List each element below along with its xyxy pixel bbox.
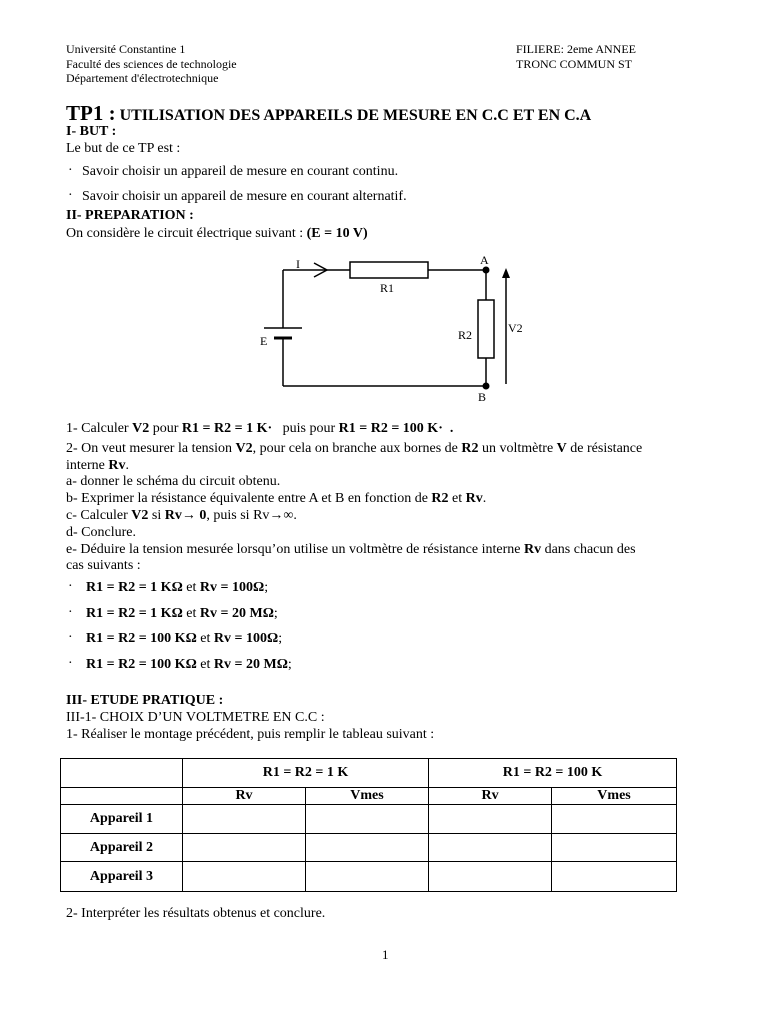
header-faculty: Faculté des sciences de technologie (66, 56, 237, 71)
case-1-end: ; (264, 580, 269, 595)
table-col-rv-2: Rv (429, 788, 552, 805)
case-2 (86, 606, 278, 622)
but-intro: Le but de ce TP est : (66, 141, 181, 156)
case-1-and: et (182, 580, 200, 595)
case-3-r: R1 = R2 = 100 KΩ (86, 631, 197, 646)
label-r1: R1 (380, 281, 395, 295)
table-row (61, 805, 677, 834)
q2-bold-2: R2 (461, 441, 479, 456)
table-col-vmes-2: Vmes (552, 788, 677, 805)
question-1 (66, 421, 453, 437)
case-1 (86, 580, 268, 596)
page-title (66, 101, 591, 126)
table-cell (552, 805, 677, 834)
bullet-mark: · (68, 188, 73, 203)
case-3-rv: Rv = 100Ω (213, 631, 279, 646)
table-row (61, 862, 677, 892)
table-cell (429, 862, 552, 892)
page-number: 1 (382, 947, 389, 962)
q2b-text-1: interne (66, 458, 109, 473)
case-4-and: et (196, 657, 214, 672)
qe-text-1: e- Déduire la tension mesurée lorsqu’on utilise un voltmètre de résistance interne (66, 542, 524, 557)
q1-bold-1: V2 (132, 421, 150, 436)
q2b-text-2: . (125, 458, 129, 473)
qc-bold-1: V2 (131, 508, 149, 523)
q1-bold-3: R1 = R2 = 100 K· . (338, 421, 454, 436)
circuit-diagram (250, 250, 530, 405)
table-cell (183, 805, 306, 834)
resistor-r1 (350, 262, 428, 278)
node-b-dot (483, 383, 490, 390)
table-group-1: R1 = R2 = 1 K (183, 759, 429, 788)
label-current: I (296, 257, 300, 271)
bullet-mark: · (68, 656, 73, 671)
case-2-r: R1 = R2 = 1 KΩ (86, 606, 183, 621)
table-group-2: R1 = R2 = 100 K (429, 759, 677, 788)
question-d: d- Conclure. (66, 525, 136, 540)
label-node-b: B (478, 390, 487, 404)
q2-bold-3: V (556, 441, 567, 456)
q1-text-3: puis pour (272, 421, 339, 436)
title-tp: TP1 : (66, 101, 116, 125)
bullet-mark: · (68, 163, 73, 178)
label-source: E (260, 334, 268, 348)
qc-text-1: c- Calculer (66, 508, 132, 523)
case-1-rv: Rv = 100Ω (199, 580, 265, 595)
table-cell (183, 862, 306, 892)
case-1-r: R1 = R2 = 1 KΩ (86, 580, 183, 595)
preparation-intro-text: On considère le circuit électrique suivant : (66, 226, 307, 241)
table-row (61, 834, 677, 862)
qc-text-2: si (148, 508, 165, 523)
qb-text-3: . (482, 491, 487, 506)
question-b (66, 491, 486, 507)
q2-text-1: 2- On veut mesurer la tension (66, 441, 236, 456)
case-4-rv: Rv = 20 MΩ (213, 657, 288, 672)
section-but-heading: I- BUT : (66, 124, 117, 139)
qc-text-3: → (181, 508, 200, 523)
question-c (66, 508, 297, 524)
header-right (516, 42, 636, 71)
table-row-label: Appareil 3 (61, 862, 183, 892)
qe-bold-1: Rv (523, 542, 542, 557)
etude-conclusion: 2- Interpréter les résultats obtenus et conclure. (66, 906, 326, 921)
bullet-mark: · (68, 579, 73, 594)
header-university: Université Constantine 1 (66, 42, 186, 56)
case-3 (86, 631, 282, 647)
qb-bold-1: R2 (431, 491, 449, 506)
table-row-label: Appareil 1 (61, 805, 183, 834)
case-4-end: ; (287, 657, 292, 672)
section-etude-heading: III- ETUDE PRATIQUE : (66, 693, 224, 708)
measurement-table (60, 758, 677, 892)
q2-text-3: un voltmètre (478, 441, 557, 456)
question-e-line-1 (66, 542, 636, 558)
table-cell (183, 834, 306, 862)
table-cell (429, 834, 552, 862)
qc-bold-2: Rv (164, 508, 182, 523)
qc-bold-3: 0 (199, 508, 207, 523)
preparation-intro-value: (E = 10 V) (306, 226, 368, 241)
question-e-line-2: cas suivants : (66, 558, 141, 573)
header-department: Département d'électrotechnique (66, 71, 219, 85)
header-left (66, 42, 237, 86)
q2b-bold-1: Rv (108, 458, 126, 473)
but-bullet-2: Savoir choisir un appareil de mesure en courant alternatif. (82, 189, 407, 204)
table-cell (306, 805, 429, 834)
header-tronc: TRONC COMMUN ST (516, 56, 633, 71)
table-row-label: Appareil 2 (61, 834, 183, 862)
question-a: a- donner le schéma du circuit obtenu. (66, 474, 281, 489)
table-empty-cell (61, 788, 183, 805)
qb-text-1: b- Exprimer la résistance équivalente entre A et B en fonction de (66, 491, 432, 506)
q1-text-2: pour (149, 421, 182, 436)
table-col-vmes-1: Vmes (306, 788, 429, 805)
label-node-a: A (480, 253, 489, 267)
label-r2: R2 (458, 328, 473, 342)
question-2-line-1 (66, 441, 642, 457)
node-a-dot (483, 267, 490, 274)
case-4-r: R1 = R2 = 100 KΩ (86, 657, 197, 672)
qc-text-4: , puis si Rv→∞. (206, 508, 297, 523)
case-4 (86, 657, 292, 673)
title-text: UTILISATION DES APPAREILS DE MESURE EN C.C ET EN C.A (119, 107, 592, 124)
qe-text-2: dans chacun des (541, 542, 636, 557)
table-cell (552, 862, 677, 892)
case-2-rv: Rv = 20 MΩ (199, 606, 274, 621)
table-corner-cell (61, 759, 183, 788)
label-voltage: V2 (508, 321, 523, 335)
but-bullet-1: Savoir choisir un appareil de mesure en courant continu. (82, 164, 399, 179)
resistor-r2 (478, 300, 494, 358)
preparation-intro (66, 226, 368, 242)
header-filiere: FILIERE: 2eme ANNEE (516, 42, 636, 56)
bullet-mark: · (68, 605, 73, 620)
q2-text-4: de résistance (566, 441, 643, 456)
etude-instruction: 1- Réaliser le montage précédent, puis remplir le tableau suivant : (66, 727, 435, 742)
q1-bold-2: R1 = R2 = 1 K· (181, 421, 273, 436)
case-3-end: ; (278, 631, 283, 646)
q2-text-2: , pour cela on branche aux bornes de (252, 441, 462, 456)
qb-bold-2: Rv (465, 491, 483, 506)
bullet-mark: · (68, 630, 73, 645)
qb-text-2: et (448, 491, 466, 506)
case-2-end: ; (273, 606, 278, 621)
table-cell (429, 805, 552, 834)
q1-text-1: 1- Calculer (66, 421, 133, 436)
voltage-arrow-head (502, 268, 510, 278)
q2-bold-1: V2 (235, 441, 253, 456)
case-2-and: et (182, 606, 200, 621)
table-cell (306, 862, 429, 892)
table-subheader-row (61, 788, 677, 805)
section-preparation-heading: II- PREPARATION : (66, 208, 194, 223)
table-cell (552, 834, 677, 862)
question-2-line-2 (66, 458, 129, 474)
table-cell (306, 834, 429, 862)
etude-subheading: III-1- CHOIX D’UN VOLTMETRE EN C.C : (66, 710, 325, 725)
table-col-rv-1: Rv (183, 788, 306, 805)
table-header-row (61, 759, 677, 788)
case-3-and: et (196, 631, 214, 646)
